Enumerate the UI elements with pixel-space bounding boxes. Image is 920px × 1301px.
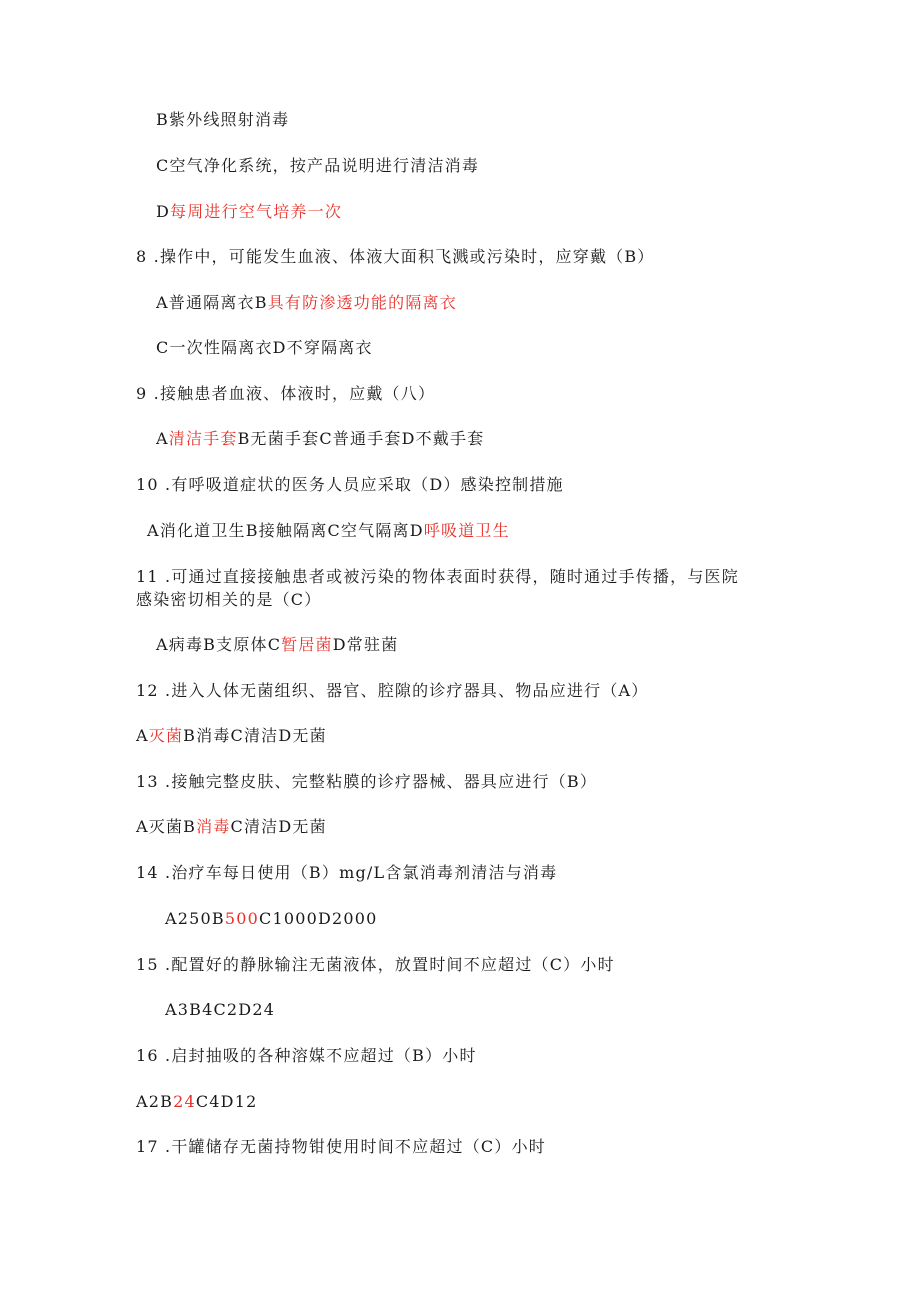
option-line	[156, 292, 457, 314]
question-text: 11 .可通过直接接触患者或被污染的物体表面时获得，随时通过手传播，与医院	[136, 567, 739, 586]
answer-highlight: 500	[224, 909, 259, 928]
option-text: A病毒B支原体C	[156, 635, 282, 654]
option-text: A3B4C2D24	[165, 1000, 276, 1019]
option-line	[156, 109, 289, 131]
question-8	[136, 246, 655, 268]
answer-highlight: 呼吸道卫生	[423, 521, 510, 540]
option-text: A	[156, 429, 169, 448]
option-text: A消化道卫生B接触隔离C空气隔离D	[147, 521, 424, 540]
option-line	[156, 634, 398, 656]
question-15	[136, 954, 615, 976]
option-line	[136, 1091, 257, 1113]
question-16	[136, 1045, 477, 1067]
option-line	[156, 155, 479, 177]
option-text: C空气净化系统，按产品说明进行清洁消毒	[156, 156, 480, 175]
question-11	[136, 566, 739, 588]
option-text: D	[156, 202, 171, 221]
question-text: 14 .治疗车每日使用（B）mg/L含氯消毒剂清洁与消毒	[136, 863, 558, 882]
option-line	[156, 201, 342, 223]
question-text: 感染密切相关的是（C）	[136, 590, 322, 609]
option-text: A普通隔离衣B	[156, 293, 268, 312]
question-text: 12 .进入人体无菌组织、器官、腔隙的诊疗器具、物品应进行（A）	[136, 681, 649, 700]
option-text: A灭菌B	[136, 817, 197, 836]
answer-highlight: 暂居菌	[281, 635, 333, 654]
answer-highlight: 每周进行空气培养一次	[170, 202, 343, 221]
option-text: B紫外线照射消毒	[156, 110, 290, 129]
question-17	[136, 1136, 546, 1158]
option-line	[156, 428, 484, 450]
option-text: C4D12	[195, 1092, 258, 1111]
answer-highlight: 清洁手套	[168, 429, 238, 448]
answer-highlight: 24	[173, 1092, 196, 1111]
option-text: A2B	[136, 1092, 174, 1111]
option-line	[165, 999, 275, 1021]
question-9	[136, 383, 435, 405]
question-12	[136, 680, 649, 702]
question-13	[136, 771, 597, 793]
option-line	[165, 908, 378, 930]
question-text: 8 .操作中，可能发生血液、体液大面积飞溅或污染时，应穿戴（B）	[136, 247, 655, 266]
option-line	[136, 816, 327, 838]
question-text: 16 .启封抽吸的各种溶媒不应超过（B）小时	[136, 1046, 477, 1065]
question-text: 17 .干罐储存无菌持物钳使用时间不应超过（C）小时	[136, 1137, 546, 1156]
option-text: A250B	[165, 909, 225, 928]
question-14	[136, 862, 557, 884]
option-text: B消毒C清洁D无菌	[183, 726, 327, 745]
option-line	[156, 337, 373, 359]
answer-highlight: 具有防渗透功能的隔离衣	[267, 293, 457, 312]
question-text: 15 .配置好的静脉输注无菌液体，放置时间不应超过（C）小时	[136, 955, 615, 974]
question-text: 9 .接触患者血液、体液时，应戴（八）	[136, 384, 436, 403]
option-text: B无菌手套C普通手套D不戴手套	[237, 429, 485, 448]
answer-highlight: 消毒	[196, 817, 231, 836]
question-text: 10 .有呼吸道症状的医务人员应采取（D）感染控制措施	[136, 475, 564, 494]
question-10	[136, 474, 564, 496]
option-line	[147, 520, 510, 542]
question-11-continued	[136, 589, 321, 611]
option-text: D常驻菌	[332, 635, 399, 654]
option-text: C清洁D无菌	[230, 817, 327, 836]
option-text: C1000D2000	[259, 909, 378, 928]
option-text: A	[136, 726, 149, 745]
question-text: 13 .接触完整皮肤、完整粘膜的诊疗器械、器具应进行（B）	[136, 772, 598, 791]
option-text: C一次性隔离衣D不穿隔离衣	[156, 338, 373, 357]
answer-highlight: 灭菌	[148, 726, 184, 745]
option-line	[136, 725, 327, 747]
